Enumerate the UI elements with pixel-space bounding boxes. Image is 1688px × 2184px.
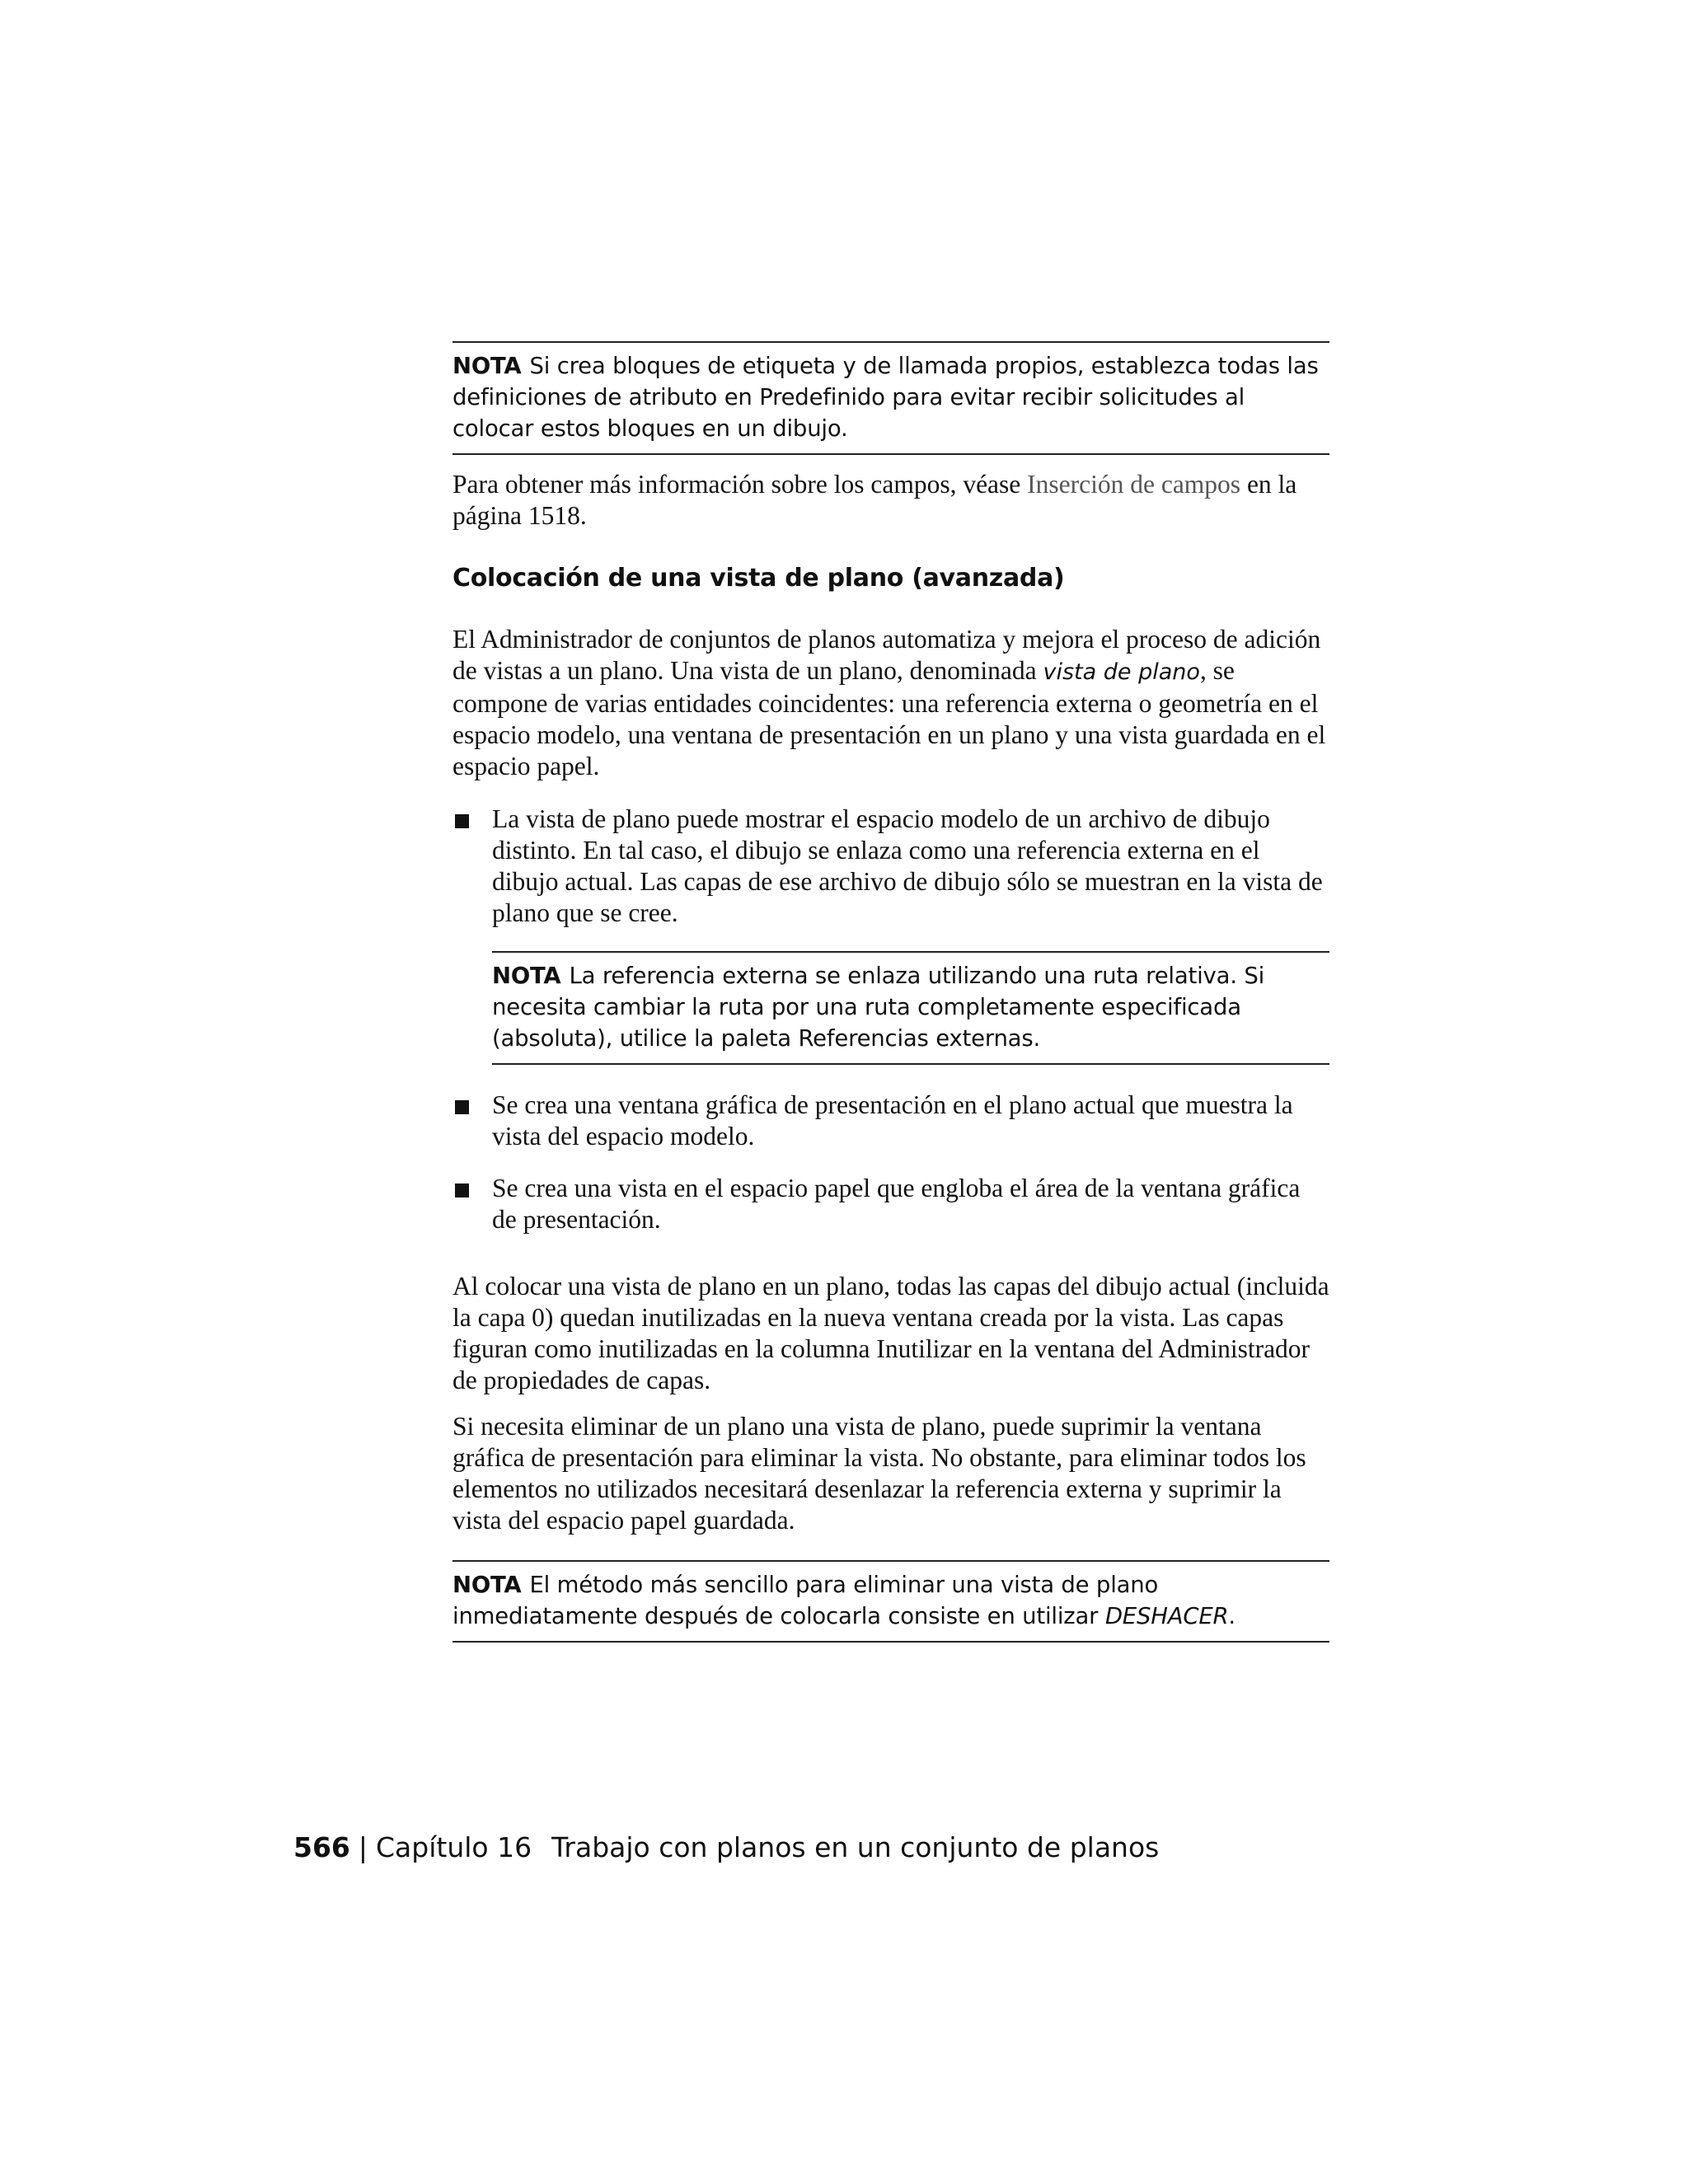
note-text: Si crea bloques de etiqueta y de llamada propios, establezca todas las definiciones de atributo en Predefinido para evitar recibir solicitudes al colocar estos bloques en un dibujo. bbox=[452, 353, 1319, 442]
page-number: 566 bbox=[293, 1831, 350, 1863]
bullet-text: La vista de plano puede mostrar el espacio modelo de un archivo de dibujo distinto. En tal caso, el dibujo se enlaza como una referencia externa en el dibujo actual. Las capas de ese archivo de dibujo sólo se muestran en la vista de plano que se cree. bbox=[492, 804, 1323, 927]
note-box bbox=[492, 951, 1329, 1065]
paragraph bbox=[452, 469, 1329, 532]
note-text: La referencia externa se enlaza utilizando una ruta relativa. Si necesita cambiar la ruta por una ruta completamente especificada (absoluta), utilice la paleta Referencias externas. bbox=[492, 963, 1265, 1052]
emphasis-term: vista de plano bbox=[1043, 659, 1200, 685]
bullet-item bbox=[452, 1173, 1329, 1235]
intro-paragraph bbox=[452, 624, 1329, 782]
paragraph-text: El Administrador de conjuntos de planos automatiza y mejora el proceso de adición de vistas a un plano. Una vista de un plano, denominada bbox=[452, 625, 1321, 685]
bullet-item bbox=[452, 1090, 1329, 1152]
bullet-square-icon bbox=[455, 814, 469, 828]
bullet-text: Se crea una ventana gráfica de presentación en el plano actual que muestra la vista del espacio modelo. bbox=[492, 1090, 1293, 1151]
footer-separator: | bbox=[358, 1831, 368, 1863]
note-text: . bbox=[1228, 1603, 1236, 1629]
bullet-item bbox=[452, 804, 1329, 929]
paragraph-text: , se compone de varias entidades coincidentes: una referencia externa o geometría en el espacio modelo, una ventana de presentación en un plano y una vista guardada en el espacio papel. bbox=[452, 656, 1326, 780]
note-label: NOTA bbox=[452, 353, 522, 379]
bullet-square-icon bbox=[455, 1100, 469, 1114]
page-footer bbox=[293, 1830, 1159, 1866]
paragraph-text: en la página 1518. bbox=[452, 470, 1297, 530]
chapter-label: Capítulo 16 bbox=[376, 1831, 532, 1863]
paragraph-text: Para obtener más información sobre los campos, véase bbox=[452, 470, 1028, 499]
paragraph: Si necesita eliminar de un plano una vista de plano, puede suprimir la ventana gráfica de presentación para eliminar la vista. No obstante, para eliminar todos los elementos no utilizados necesitará desenlazar la referencia externa y suprimir la vista del espacio papel guardada. bbox=[452, 1412, 1306, 1535]
bullet-square-icon bbox=[455, 1183, 469, 1197]
note-box bbox=[452, 1560, 1329, 1643]
cross-reference-link[interactable]: Inserción de campos bbox=[1027, 470, 1241, 499]
chapter-title: Trabajo con planos en un conjunto de planos bbox=[551, 1831, 1160, 1863]
note-label: NOTA bbox=[492, 963, 561, 989]
command-name: DESHACER bbox=[1104, 1603, 1229, 1629]
section-heading: Colocación de una vista de plano (avanzada) bbox=[452, 564, 1065, 593]
paragraph: Al colocar una vista de plano en un plano, todas las capas del dibujo actual (incluida la capa 0) quedan inutilizadas en la nueva ventana creada por la vista. Las capas figuran como inutilizadas en la columna Inutilizar en la ventana del Administrador de propiedades de capas. bbox=[452, 1272, 1329, 1394]
note-box bbox=[452, 341, 1329, 455]
bullet-text: Se crea una vista en el espacio papel que engloba el área de la ventana gráfica de presentación. bbox=[492, 1174, 1301, 1234]
note-label: NOTA bbox=[452, 1572, 522, 1598]
note-text: El método más sencillo para eliminar una vista de plano inmediatamente después de colocarla consiste en utilizar bbox=[452, 1572, 1159, 1629]
